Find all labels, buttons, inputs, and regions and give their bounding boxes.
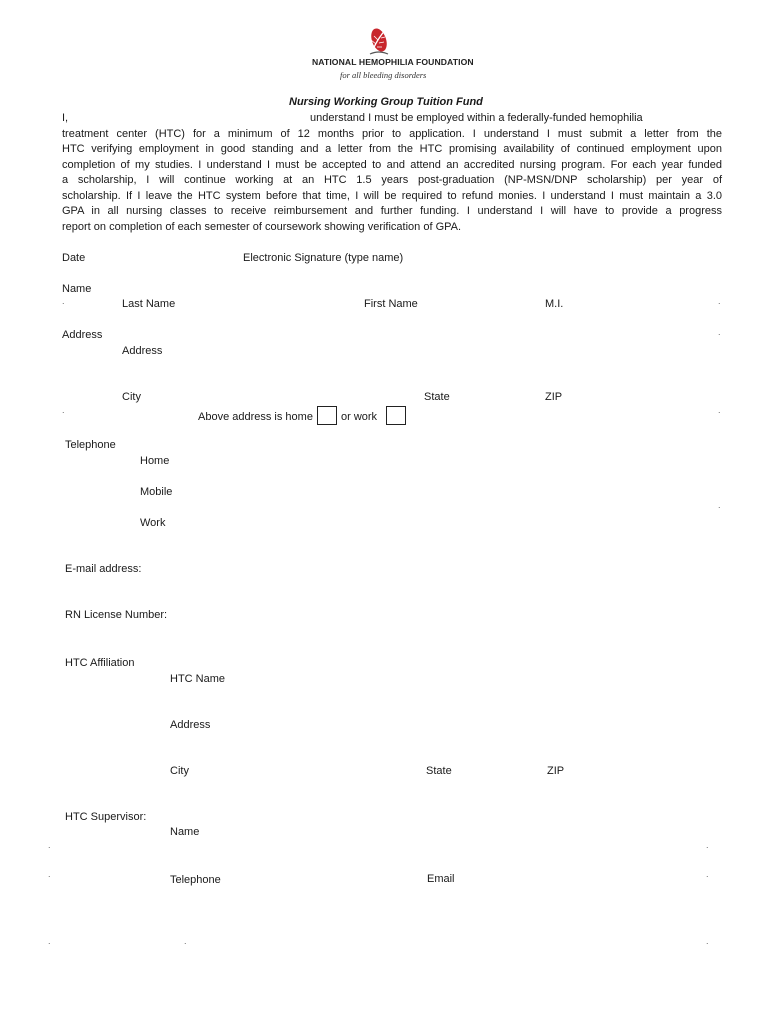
htc-zip-label: ZIP <box>547 765 565 777</box>
address-section-label: Address <box>62 329 103 341</box>
first-name-label: First Name <box>364 298 418 310</box>
statement-line: treatment center (HTC) for a minimum of 12 months prior to application. I understand I must submit a letter from the <box>62 127 722 140</box>
supervisor-name-label: Name <box>170 826 200 838</box>
field-marker: . <box>184 936 187 946</box>
last-name-label: Last Name <box>122 298 176 310</box>
field-marker: . <box>48 936 51 946</box>
field-marker: . <box>48 840 51 850</box>
work-checkbox[interactable] <box>386 406 406 425</box>
htc-state-label: State <box>426 765 452 777</box>
rn-license-label: RN License Number: <box>65 609 168 621</box>
field-marker: . <box>718 327 721 337</box>
field-marker: . <box>718 405 721 415</box>
home-phone-label: Home <box>140 455 170 467</box>
supervisor-email-label: Email <box>427 873 455 885</box>
signature-label: Electronic Signature (type name) <box>243 252 404 264</box>
statement-line: scholarship. If I leave the HTC system before that time, I will be required to refund monies. I understand I must maintain a 3.0 <box>62 189 722 202</box>
address-label: Address <box>122 345 163 357</box>
field-marker: . <box>718 296 721 306</box>
htc-city-label: City <box>170 765 189 777</box>
form-title: Nursing Working Group Tuition Fund <box>289 96 483 108</box>
htc-supervisor-label: HTC Supervisor: <box>65 811 147 823</box>
city-label: City <box>122 391 141 403</box>
org-name: NATIONAL HEMOPHILIA FOUNDATION <box>312 57 474 67</box>
state-label: State <box>424 391 450 403</box>
mi-label: M.I. <box>545 298 564 310</box>
name-label: Name <box>62 283 92 295</box>
supervisor-telephone-label: Telephone <box>170 874 221 886</box>
field-marker: . <box>706 840 709 850</box>
statement-line: completion of my studies. I understand I must be accepted to and attend an accredited nursing program. For each year funded <box>62 158 722 171</box>
field-marker: . <box>706 869 709 879</box>
htc-name-label: HTC Name <box>170 673 226 685</box>
statement-line: a scholarship, I will continue working at an HTC 1.5 years post-graduation (NP-MSN/DNP scholarship) per year of <box>62 174 722 186</box>
statement-line: report on completion of each semester of coursework showing verification of GPA. <box>62 220 462 233</box>
htc-address-label: Address <box>170 719 211 731</box>
mobile-phone-label: Mobile <box>140 486 173 498</box>
zip-label: ZIP <box>545 391 563 403</box>
statement-lead: I, <box>62 112 69 124</box>
field-marker: . <box>48 869 51 879</box>
statement-line-1: understand I must be employed within a federally-funded hemophilia <box>310 112 643 124</box>
feather-logo-icon <box>366 26 392 58</box>
field-marker: . <box>718 500 721 510</box>
work-phone-label: Work <box>140 517 166 529</box>
htc-affiliation-label: HTC Affiliation <box>65 657 135 669</box>
statement-line: HTC verifying employment in good standing and a letter from the HTC promising availability of continued employment upon <box>62 143 722 155</box>
telephone-label: Telephone <box>65 439 116 451</box>
address-work-label: or work <box>341 411 378 423</box>
date-label: Date <box>62 252 86 264</box>
address-home-label: Above address is home <box>198 411 313 423</box>
field-marker: . <box>62 405 65 415</box>
org-tagline: for all bleeding disorders <box>340 70 427 80</box>
statement-paragraph <box>62 111 722 235</box>
field-marker: . <box>62 296 65 306</box>
statement-line: GPA in all nursing classes to receive reimbursement and further funding. I understand I will have to provide a progress <box>62 205 722 217</box>
field-marker: . <box>706 936 709 946</box>
email-label: E-mail address: <box>65 563 142 575</box>
home-checkbox[interactable] <box>317 406 337 425</box>
